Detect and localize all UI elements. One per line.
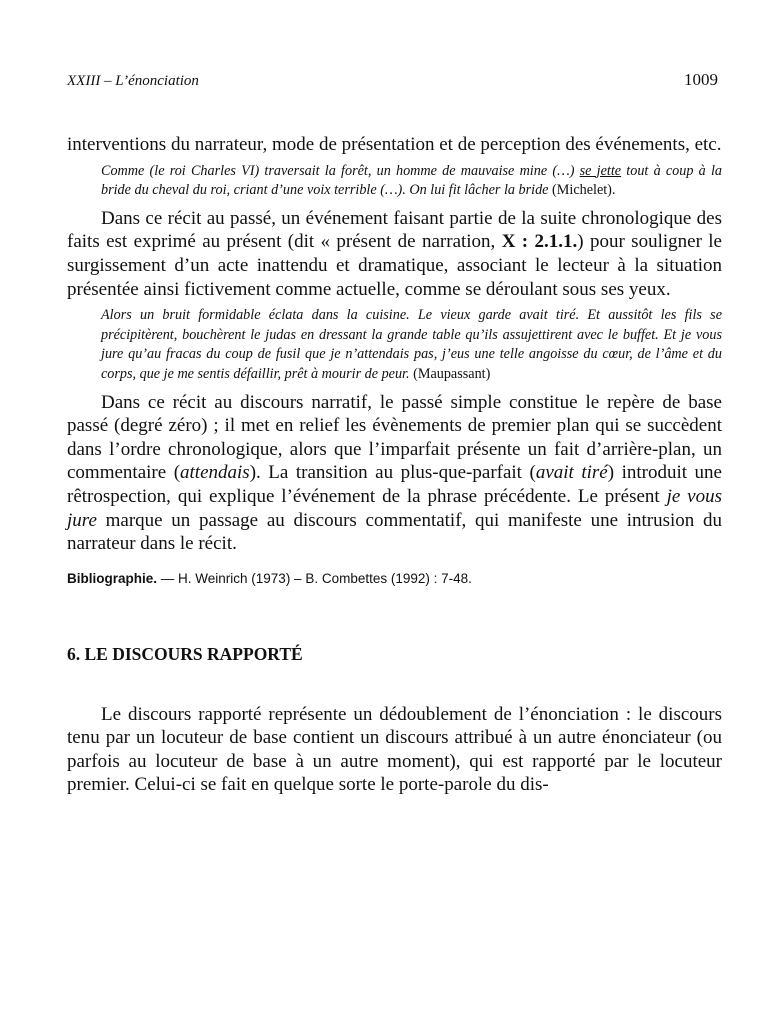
paragraph-text: ) pour souligner le surgissement d’un acte inattendu et dramatique, associant le lecteur à la situation présentée ainsi fictivement comme actuelle, comme se déroulant sous ses yeux. <box>67 231 722 300</box>
example-text: tout à coup à la bride du cheval du roi, criant d’une voix terrible (…). On lui fit lâcher la bride <box>101 162 722 199</box>
example-attribution: (Michelet). <box>548 182 616 199</box>
example-michelet <box>101 162 722 201</box>
italic-term: attendais <box>180 462 250 484</box>
cross-reference: X : 2.1.1. <box>501 231 578 253</box>
running-head: XXIII – L’énonciation <box>67 73 199 89</box>
example-text: Comme (le roi Charles VI) traversait la forêt, un homme de mauvaise mine (…) <box>101 162 580 179</box>
bibliography <box>67 571 722 586</box>
page-header <box>67 70 722 100</box>
section-title: 6. LE DISCOURS RAPPORTÉ <box>67 643 303 664</box>
paragraph-text: Dans ce récit au passé, un événement faisant partie de la suite chronologique des faits est exprimé au présent (dit « présent de narration, <box>67 207 722 253</box>
italic-term: avait tiré <box>535 462 608 484</box>
paragraph-reported-speech: Le discours rapporté représente un dédoublement de l’énonciation : le discours tenu par un locuteur de base contient un discours attribué à un autre énonciateur (ou parfois au locuteur de base à un autre moment), qui est rapporté par le locuteur premier. Celui-ci se fait en quelque sorte le porte-parole du dis- <box>67 703 722 796</box>
page-number: 1009 <box>684 70 718 89</box>
paragraph-text: marque un passage au discours commentatif, qui manifeste une intrusion du narrateur dans le récit. <box>67 509 722 555</box>
paragraph-text: ). La transition au plus-que-parfait ( <box>249 462 536 484</box>
paragraph-text: Dans ce récit au discours narratif, le passé simple constitue le repère de base passé (degré zéro) ; il met en relief les évènements de premier plan qui se succèdent dans l’ordre chronologique, alors que l’imparfait présente un fait d’arrière-plan, un commentaire ( <box>67 391 722 484</box>
example-text: Alors un bruit formidable éclata dans la cuisine. Le vieux garde avait tiré. Et aussitôt les fils se précipitèrent, bouchèrent le judas en dressant la grande table qu’ils assujettirent avec le buffet. Et je vous jure qu’au fracas du coup de fusil que je n’attendais pas, j’eus une telle angoisse du cœur, de l’âme et du corps, que je me sentis défaillir, prêt à mourir de peur. <box>101 307 722 382</box>
underlined-verb: se jette <box>579 162 622 179</box>
bibliography-text: — H. Weinrich (1973) – B. Combettes (1992) : 7-48. <box>157 570 472 586</box>
paragraph-continuation: interventions du narrateur, mode de présentation et de perception des événements, etc. <box>67 134 722 155</box>
example-maupassant <box>101 306 722 384</box>
example-attribution: (Maupassant) <box>409 365 491 382</box>
paragraph-present-narration <box>67 207 722 301</box>
book-page <box>67 70 722 797</box>
italic-term: je vous jure <box>67 485 722 531</box>
bibliography-label: Bibliographie. <box>67 570 158 586</box>
paragraph-narrative-discourse <box>67 391 722 556</box>
paragraph-text: ) introduit une rêtrospection, qui explique l’événement de la phrase précédente. Le présent <box>67 462 722 507</box>
